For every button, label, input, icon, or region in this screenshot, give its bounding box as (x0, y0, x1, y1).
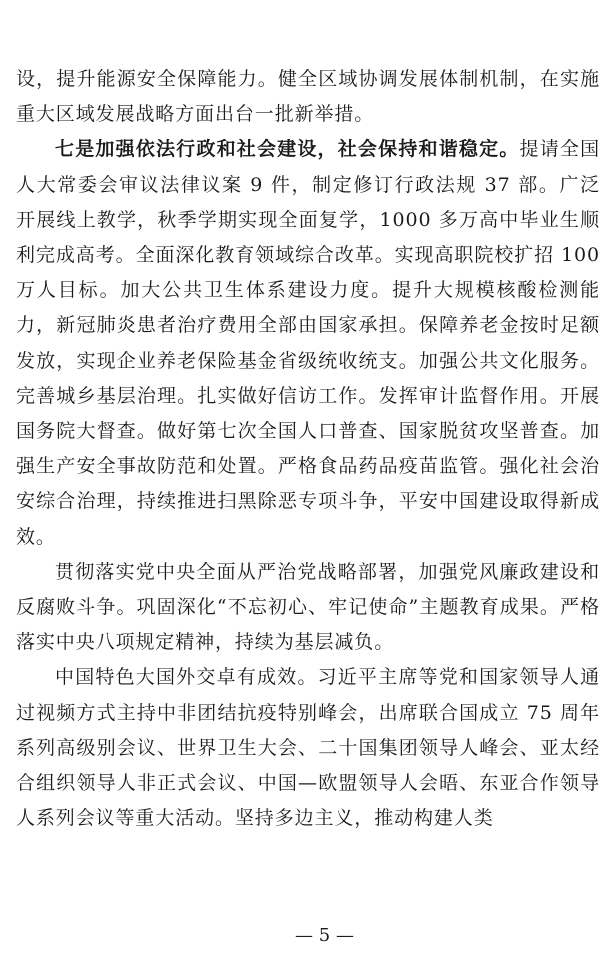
paragraph-1-text: 设，提升能源安全保障能力。健全区域协调发展体制机制，在实施重大区域发展战略方面出台一批新举措。 (16, 68, 600, 126)
paragraph-3 (16, 555, 600, 661)
paragraph-2-text: 提请全国人大常委会审议法律议案 9 件，制定修订行政法规 37 部。广泛开展线上教学，秋季学期实现全面复学，1000 多万高中毕业生顺利完成高考。全面深化教育领域综合改革。实现高职院校扩招 100 万人目标。加大公共卫生体系建设力度。提升大规模核酸检测能力，新冠肺炎患者治疗费用全部由国家承担。保障养老金按时足额发放，实现企业养老保险基金省级统收统支。加强公共文化服务。完善城乡基层治理。扎实做好信访工作。发挥审计监督作用。开展国务院大督查。做好第七次全国人口普查、国家脱贫攻坚普查。加强生产安全事故防范和处置。严格食品药品疫苗监管。强化社会治安综合治理，持续推进扫黑除恶专项斗争，平安中国建设取得新成效。 (16, 138, 601, 548)
paragraph-2 (16, 132, 600, 554)
paragraph-3-text: 贯彻落实党中央全面从严治党战略部署，加强党风廉政建设和反腐败斗争。巩固深化“不忘初心、牢记使命”主题教育成果。严格落实中央八项规定精神，持续为基层减负。 (16, 560, 600, 654)
document-body (16, 62, 600, 836)
paragraph-4-text: 中国特色大国外交卓有成效。习近平主席等党和国家领导人通过视频方式主持中非团结抗疫特别峰会，出席联合国成立 75 周年系列高级别会议、世界卫生大会、二十国集团领导人峰会、亚太经合组织领导人非正式会议、中国—欧盟领导人会晤、东亚合作领导人系列会议等重大活动。坚持多边主义，推动构建人类 (16, 666, 600, 830)
paragraph-1 (16, 62, 600, 132)
paragraph-2-lead: 七是加强依法行政和社会建设，社会保持和谐稳定。 (55, 138, 520, 161)
paragraph-4 (16, 660, 600, 836)
page-number: — 5 — (295, 925, 354, 946)
